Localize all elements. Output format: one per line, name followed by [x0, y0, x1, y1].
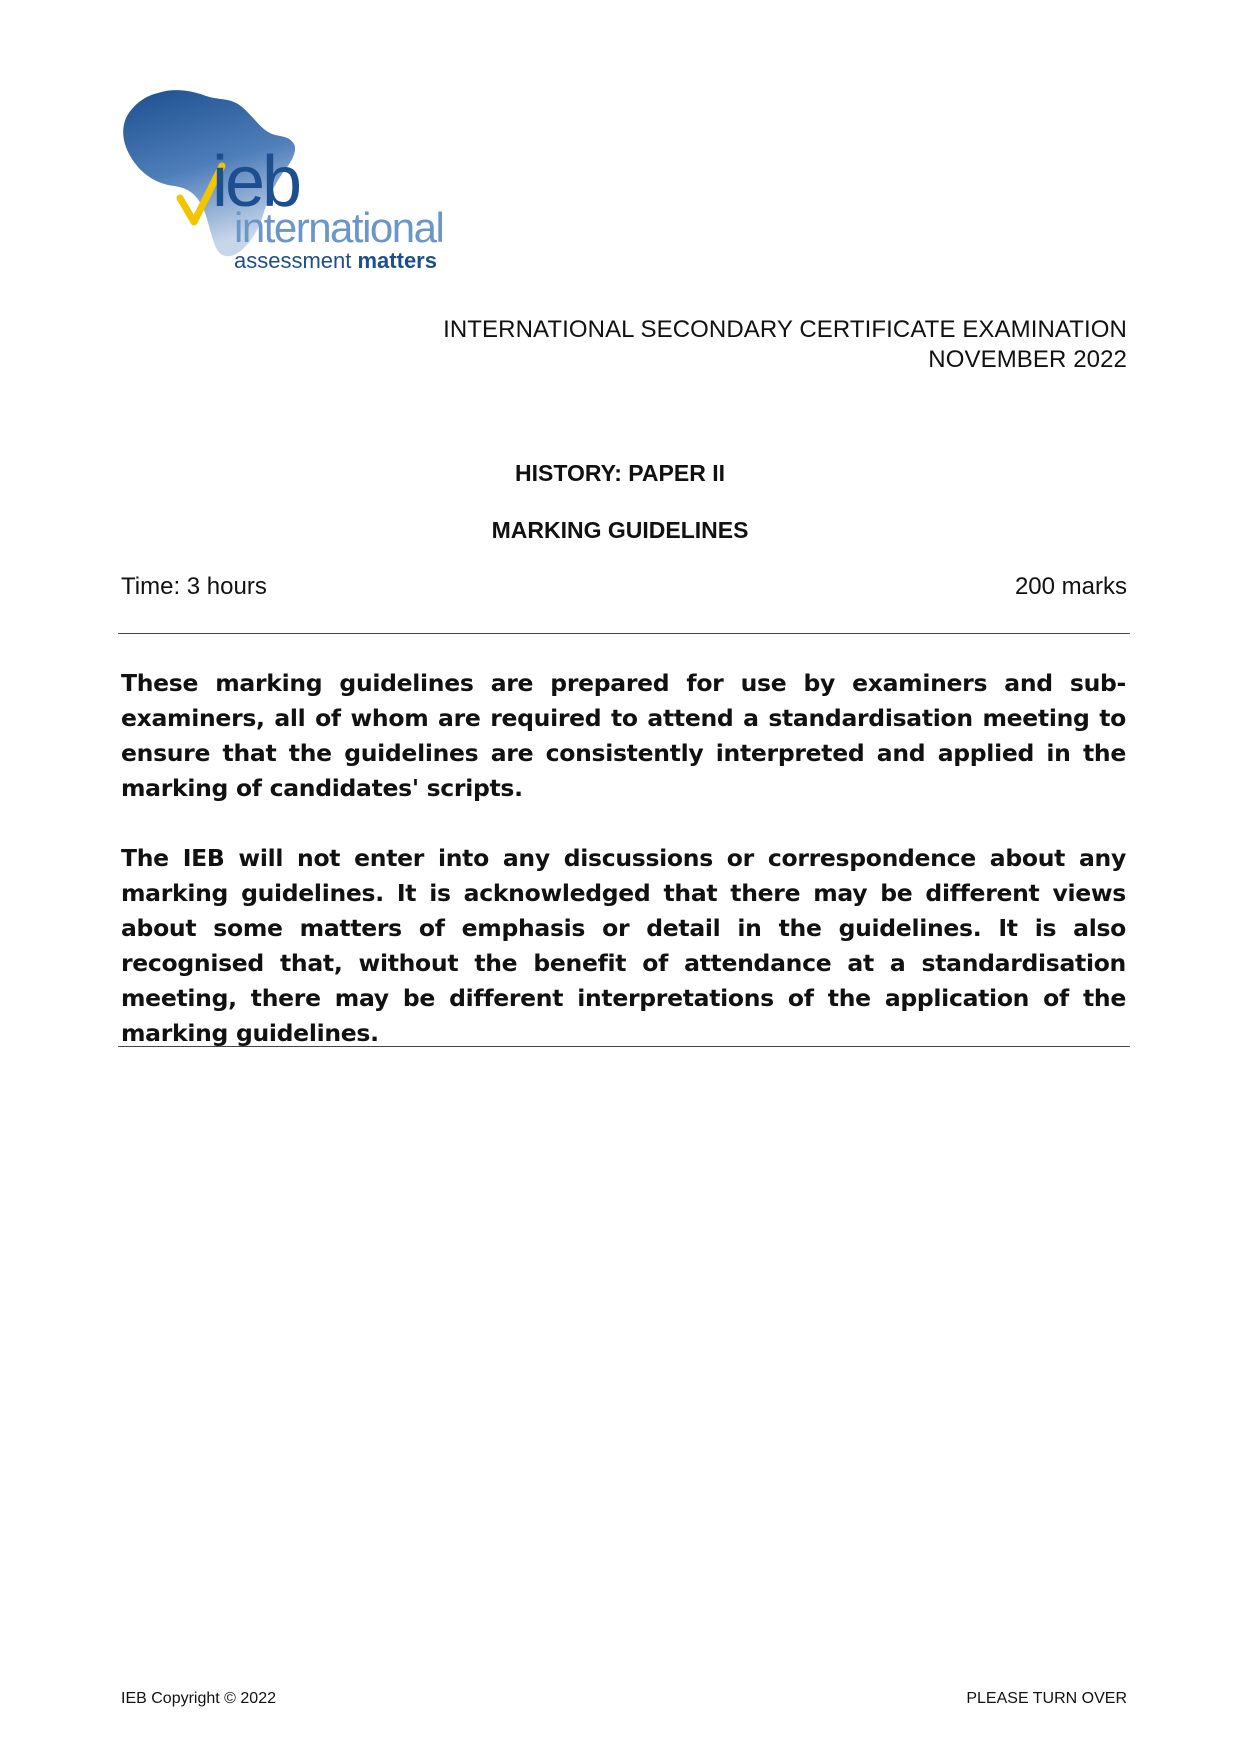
ieb-logo	[118, 88, 488, 288]
document-title: MARKING GUIDELINES	[491, 517, 749, 543]
exam-meta-row	[121, 573, 1127, 601]
exam-time: Time: 3 hours	[121, 573, 267, 600]
africa-map-logo-icon	[118, 88, 488, 288]
logo-tagline-bold: matters	[357, 248, 437, 273]
exam-date: NOVEMBER 2022	[928, 346, 1127, 373]
exam-name: INTERNATIONAL SECONDARY CERTIFICATE EXAMINATION	[443, 316, 1127, 343]
guidelines-paragraph-1: These marking guidelines are prepared for use by examiners and sub-examiners, all of whom are required to attend a standardisation meeting to ensure that the guidelines are consistently interpreted and applied in the marking of candidates' scripts.	[121, 669, 1126, 802]
exam-header	[443, 315, 1127, 375]
logo-tagline-light: assessment	[234, 248, 358, 273]
footer-copyright: IEB Copyright © 2022	[121, 1690, 276, 1707]
top-divider	[118, 633, 1130, 634]
logo-brand-text: ieb	[212, 142, 300, 222]
logo-international-text: international	[234, 204, 444, 251]
exam-marks: 200 marks	[1014, 573, 1127, 600]
footer-turn-over: PLEASE TURN OVER	[966, 1690, 1127, 1707]
svg-text:assessment matters	[234, 248, 437, 273]
subject-title: HISTORY: PAPER II	[514, 460, 725, 486]
guidelines-paragraph-2: The IEB will not enter into any discussions or correspondence about any marking guidelines. It is acknowledged that there may be different views about some matters of emphasis or detail in the guidelines. It is also recognised that, without the benefit of attendance at a standardisation meeting, there may be different interpretations of the application of the marking guidelines.	[121, 844, 1126, 1047]
bottom-divider	[118, 1046, 1130, 1047]
